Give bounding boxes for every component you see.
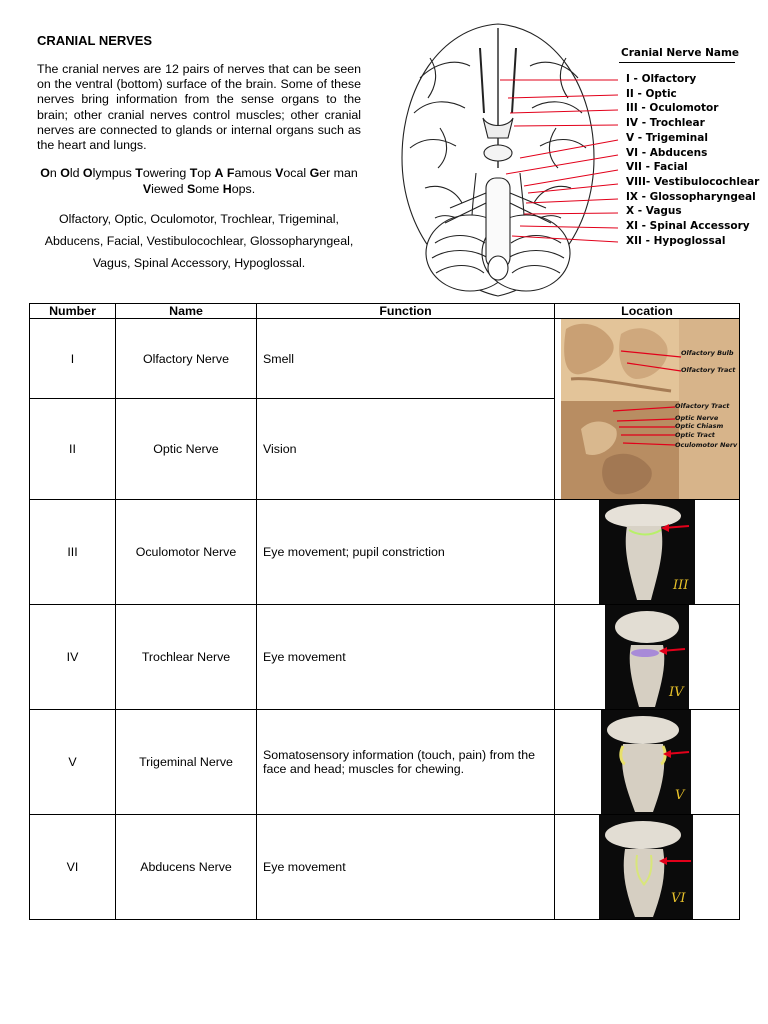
table-row — [30, 500, 740, 605]
mnemonic-initial: O — [82, 166, 93, 180]
olfactory-tract-label-2: Olfactory Tract — [675, 402, 730, 410]
mnemonic-initial: A — [214, 166, 224, 180]
table-row — [30, 319, 740, 399]
row-name: Trigeminal Nerve — [116, 710, 257, 815]
roman-label: VI — [671, 891, 686, 906]
row-function: Eye movement; pupil constriction — [257, 500, 555, 605]
row-number: II — [30, 399, 116, 500]
location-photo-cell — [555, 710, 740, 815]
mnemonic-word-rest: n — [49, 166, 61, 180]
header-name: Name — [116, 304, 257, 319]
mnemonic-word-rest: lympus — [92, 166, 136, 180]
legend-item: VI - Abducens — [626, 146, 708, 159]
mnemonic-word-rest: ops. — [231, 182, 256, 196]
row-name: Olfactory Nerve — [116, 319, 257, 399]
legend-item: V - Trigeminal — [626, 131, 708, 144]
legend-item: X - Vagus — [626, 205, 682, 218]
location-photo-cell — [555, 319, 740, 500]
legend-item: IV - Trochlear — [626, 117, 705, 130]
optic-nerve-label: Optic Nerve — [675, 414, 719, 422]
mnemonic-initial: T — [135, 166, 143, 180]
row-name: Trochlear Nerve — [116, 605, 257, 710]
header-number: Number — [30, 304, 116, 319]
row-number: I — [30, 319, 116, 399]
olfactory-bulb-label: Olfactory Bulb — [681, 349, 734, 357]
roman-label: V — [675, 788, 685, 803]
legend-item: IX - Glossopharyngeal — [626, 190, 756, 203]
optic-chiasm-label: Optic Chiasm — [675, 422, 724, 430]
mnemonic-initial: O — [40, 166, 50, 180]
roman-label: III — [673, 578, 689, 593]
header-location: Location — [555, 304, 740, 319]
row-number: VI — [30, 815, 116, 920]
row-number: III — [30, 500, 116, 605]
mnemonic-word-rest: ld — [69, 166, 83, 180]
legend-item: I - Olfactory — [626, 73, 697, 85]
table-header-row — [30, 304, 740, 319]
legend-divider — [619, 62, 735, 63]
row-name: Abducens Nerve — [116, 815, 257, 920]
mnemonic-initial: F — [226, 166, 235, 180]
mnemonic-word-rest: op — [197, 166, 215, 180]
table-row — [30, 605, 740, 710]
legend-item: II - Optic — [626, 87, 677, 100]
mnemonic-initial: H — [222, 182, 232, 196]
legend-item: VII - Facial — [626, 161, 688, 174]
nerve-name-list: Olfactory, Optic, Oculomotor, Trochlear, Trigeminal, Abducens, Facial, Vestibulocochlear, Glossopharyngeal, Vagus, Spinal Accessory, Hypoglossal. — [44, 212, 354, 270]
row-function: Vision — [257, 399, 555, 500]
brain-ventral-diagram — [380, 18, 760, 303]
roman-label: IV — [669, 685, 684, 700]
legend-item: III - Oculomotor — [626, 102, 719, 115]
legend-item: XII - Hypoglossal — [626, 234, 726, 247]
legend-item: VIII- Vestibulocochlear — [626, 175, 760, 188]
mnemonic-initial: V — [142, 182, 152, 196]
row-function: Eye movement — [257, 815, 555, 920]
page-title: CRANIAL NERVES — [37, 33, 153, 48]
mnemonic-initial: S — [186, 182, 196, 196]
row-function: Smell — [257, 319, 555, 399]
olfactory-tract-label: Olfactory Tract — [681, 366, 736, 374]
mnemonic-initial: V — [275, 166, 284, 180]
mnemonic — [37, 165, 361, 197]
legend-title: Cranial Nerve Name — [621, 47, 740, 59]
row-function: Eye movement — [257, 605, 555, 710]
mnemonic-word-rest: ocal — [283, 166, 310, 180]
row-name: Optic Nerve — [116, 399, 257, 500]
mnemonic-word-rest: amous — [234, 166, 276, 180]
mnemonic-word-rest: er man — [319, 166, 358, 180]
location-photo-cell — [555, 815, 740, 920]
mnemonic-initial: G — [309, 166, 320, 180]
location-photo-cell — [555, 605, 740, 710]
row-number: V — [30, 710, 116, 815]
intro-paragraph: The cranial nerves are 12 pairs of nerves that can be seen on the ventral (bottom) surface of the brain. Some of these nerves bring information from the sense organs to the brain; other cranial nerves control muscles; other cranial nerves are connected to glands or internal organs such as the heart and lungs. — [37, 62, 361, 153]
location-photo-cell — [555, 500, 740, 605]
row-function: Somatosensory information (touch, pain) from the face and head; muscles for chewing. — [257, 710, 555, 815]
mnemonic-word-rest: iewed — [151, 182, 187, 196]
mnemonic-word-rest: ome — [195, 182, 223, 196]
mnemonic-initial: O — [60, 166, 70, 180]
table-row — [30, 710, 740, 815]
header-function: Function — [257, 304, 555, 319]
mnemonic-initial: T — [189, 166, 198, 180]
table-row — [30, 815, 740, 920]
row-name: Oculomotor Nerve — [116, 500, 257, 605]
mnemonic-word-rest: owering — [142, 166, 190, 180]
cranial-nerves-table — [29, 303, 740, 920]
oculomotor-nerve-label: Oculomotor Nerv — [675, 441, 738, 449]
optic-tract-label: Optic Tract — [675, 431, 715, 439]
row-number: IV — [30, 605, 116, 710]
legend-item: XI - Spinal Accessory — [626, 220, 750, 232]
